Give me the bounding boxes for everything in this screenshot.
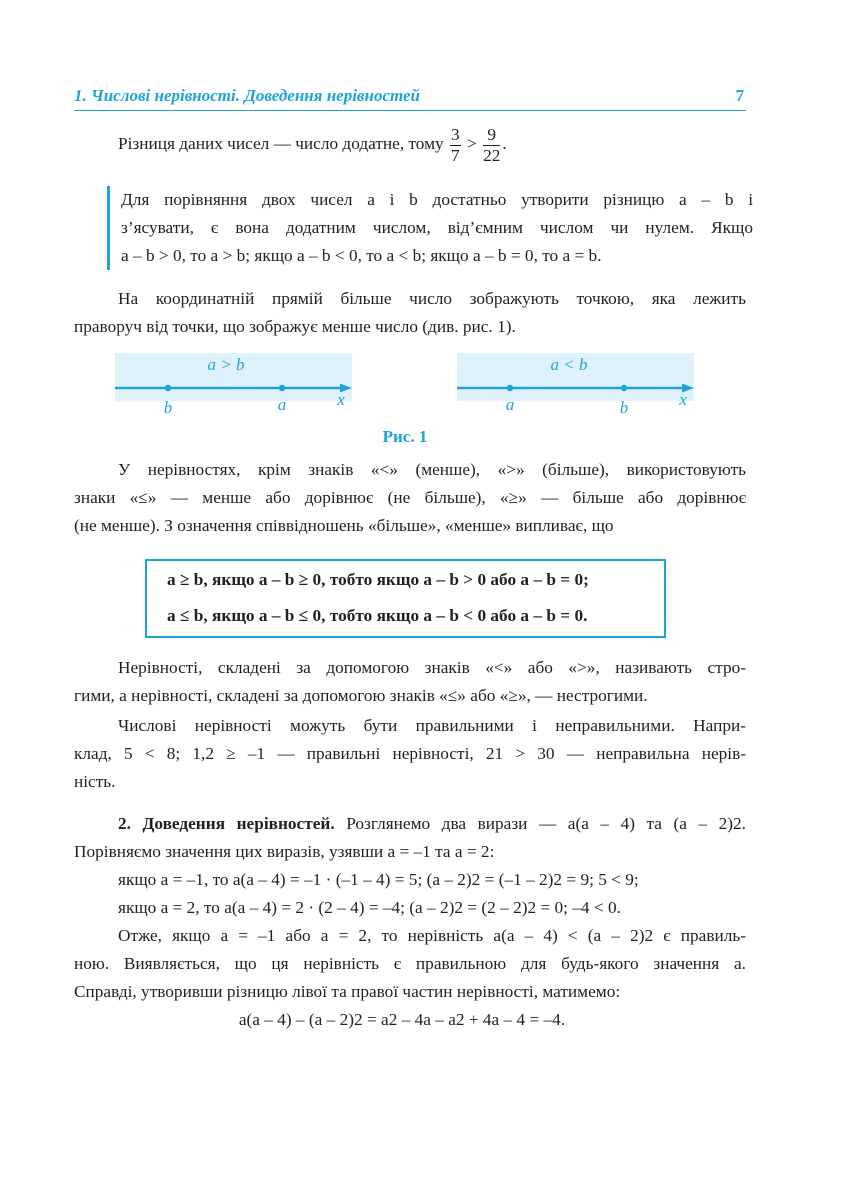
comparison-sign: >	[466, 134, 477, 153]
figure-number-lines	[0, 345, 850, 425]
right-axis-x: x	[679, 390, 687, 409]
note-line-1: Для порівняння двох чисел a і b достатньо утворити різницю a – b і	[121, 190, 753, 209]
section-2-first-line: 2. Доведення нерівностей. Розглянемо два вирази — a(a – 4) та (a – 2)2.	[118, 814, 746, 833]
intro-text: Різниця даних чисел — число додатне, тому	[118, 134, 444, 153]
paragraph-strict: Нерівності, складені за допомогою знаків «<» або «>», називають стро- гими, а нерівності, складені за допомогою знаків «≤» або «≥», — нестрогими.	[74, 658, 746, 705]
fraction-9-22: $\frac{9}{22}$	[483, 124, 501, 165]
right-relation-label: a < b	[550, 355, 588, 374]
left-label-b: b	[163, 398, 173, 417]
calculation-2: якщо a = 2, то a(a – 4) = 2 · (2 – 4) = –4; (a – 2)2 = (2 – 2)2 = 0; –4 < 0.	[118, 898, 621, 917]
paragraph-true-false: Числові нерівності можуть бути правильними і неправильними. Напри- клад, 5 < 8; 1,2 ≥ –1 — правильні нерівності, 21 > 30 — неправильна нерів- ність.	[74, 716, 746, 791]
rule-note	[107, 186, 753, 270]
right-label-a: a	[505, 395, 515, 414]
paragraph-signs: У нерівностях, крім знаків «<» (менше), «>» (більше), використовують знаки «≤» — менше або дорівнює (не більше), «≥» — більше або дорівнює (не менше). З означення співвідношень «більше», «менше» випливає, що	[74, 460, 746, 535]
page-number: 7	[735, 86, 744, 105]
left-relation-label: a > b	[207, 355, 245, 374]
final-formula: a(a – 4) – (a – 2)2 = a2 – 4a – a2 + 4a – 4 = –4.	[238, 1010, 566, 1029]
right-label-b: b	[619, 398, 629, 417]
left-point-a	[279, 385, 285, 391]
paragraph-coordinate-line: На координатній прямій більше число зображують точкою, яка лежить праворуч від точки, що зображує менше число (див. рис. 1).	[74, 289, 746, 336]
left-axis-x: x	[337, 390, 345, 409]
section-2: 2. Доведення нерівностей. Розглянемо два вирази — a(a – 4) та (a – 2)2. Порівняємо значення цих виразів, узявши a = –1 та a = 2: якщо a = –1, то a(a – 4) = –1 · (–1 – 4) = 5; (a – 2)2 = (–1 – 2)2 = 9; 5 < 9; якщо a = 2, то a(a – 4) = 2 · (2 – 4) = –4; (a – 2)2 = (2 – 2)2 = 0; –4 < 0. Отже, якщо a = –1 або a = 2, то нерівність a(a – 4) < (a – 2)2 є правиль- ною. Виявляється, що ця нерівність є правильною для будь-якого значення a. Справді, утворивши різницю лівої та правої частин нерівності, матимемо: a(a – 4) – (a – 2)2 = a2 – 4a – a2 + 4a – 4 = –4.	[74, 810, 746, 1034]
running-header	[74, 86, 746, 111]
definition-le: a ≤ b, якщо a – b ≤ 0, тобто якщо a – b < 0 або a – b = 0.	[167, 606, 588, 625]
right-point-a	[507, 385, 513, 391]
definition-box	[145, 559, 666, 638]
calculation-1: якщо a = –1, то a(a – 4) = –1 · (–1 – 4) = 5; (a – 2)2 = (–1 – 2)2 = 9; 5 < 9;	[118, 870, 639, 889]
right-point-b	[621, 385, 627, 391]
section-2-heading: 2. Доведення нерівностей.	[118, 814, 335, 833]
left-label-a: a	[277, 395, 287, 414]
figure-caption: Рис. 1	[382, 427, 428, 446]
left-point-b	[165, 385, 171, 391]
fraction-3-7: $\frac{3}{7}$	[451, 124, 460, 165]
note-line-2: з’ясувати, є вона додатним числом, від’ємним числом чи нулем. Якщо	[121, 218, 753, 237]
note-line-3: a – b > 0, то a > b; якщо a – b < 0, то a < b; якщо a – b = 0, то a = b.	[121, 246, 602, 265]
chapter-title: 1. Числові нерівності. Доведення нерівностей	[74, 86, 421, 105]
definition-ge: a ≥ b, якщо a – b ≥ 0, тобто якщо a – b > 0 або a – b = 0;	[167, 570, 589, 589]
intro-line: Різниця даних чисел — число додатне, тому $\frac{3}{7}$ > $\frac{9}{22}$ .	[118, 124, 507, 165]
